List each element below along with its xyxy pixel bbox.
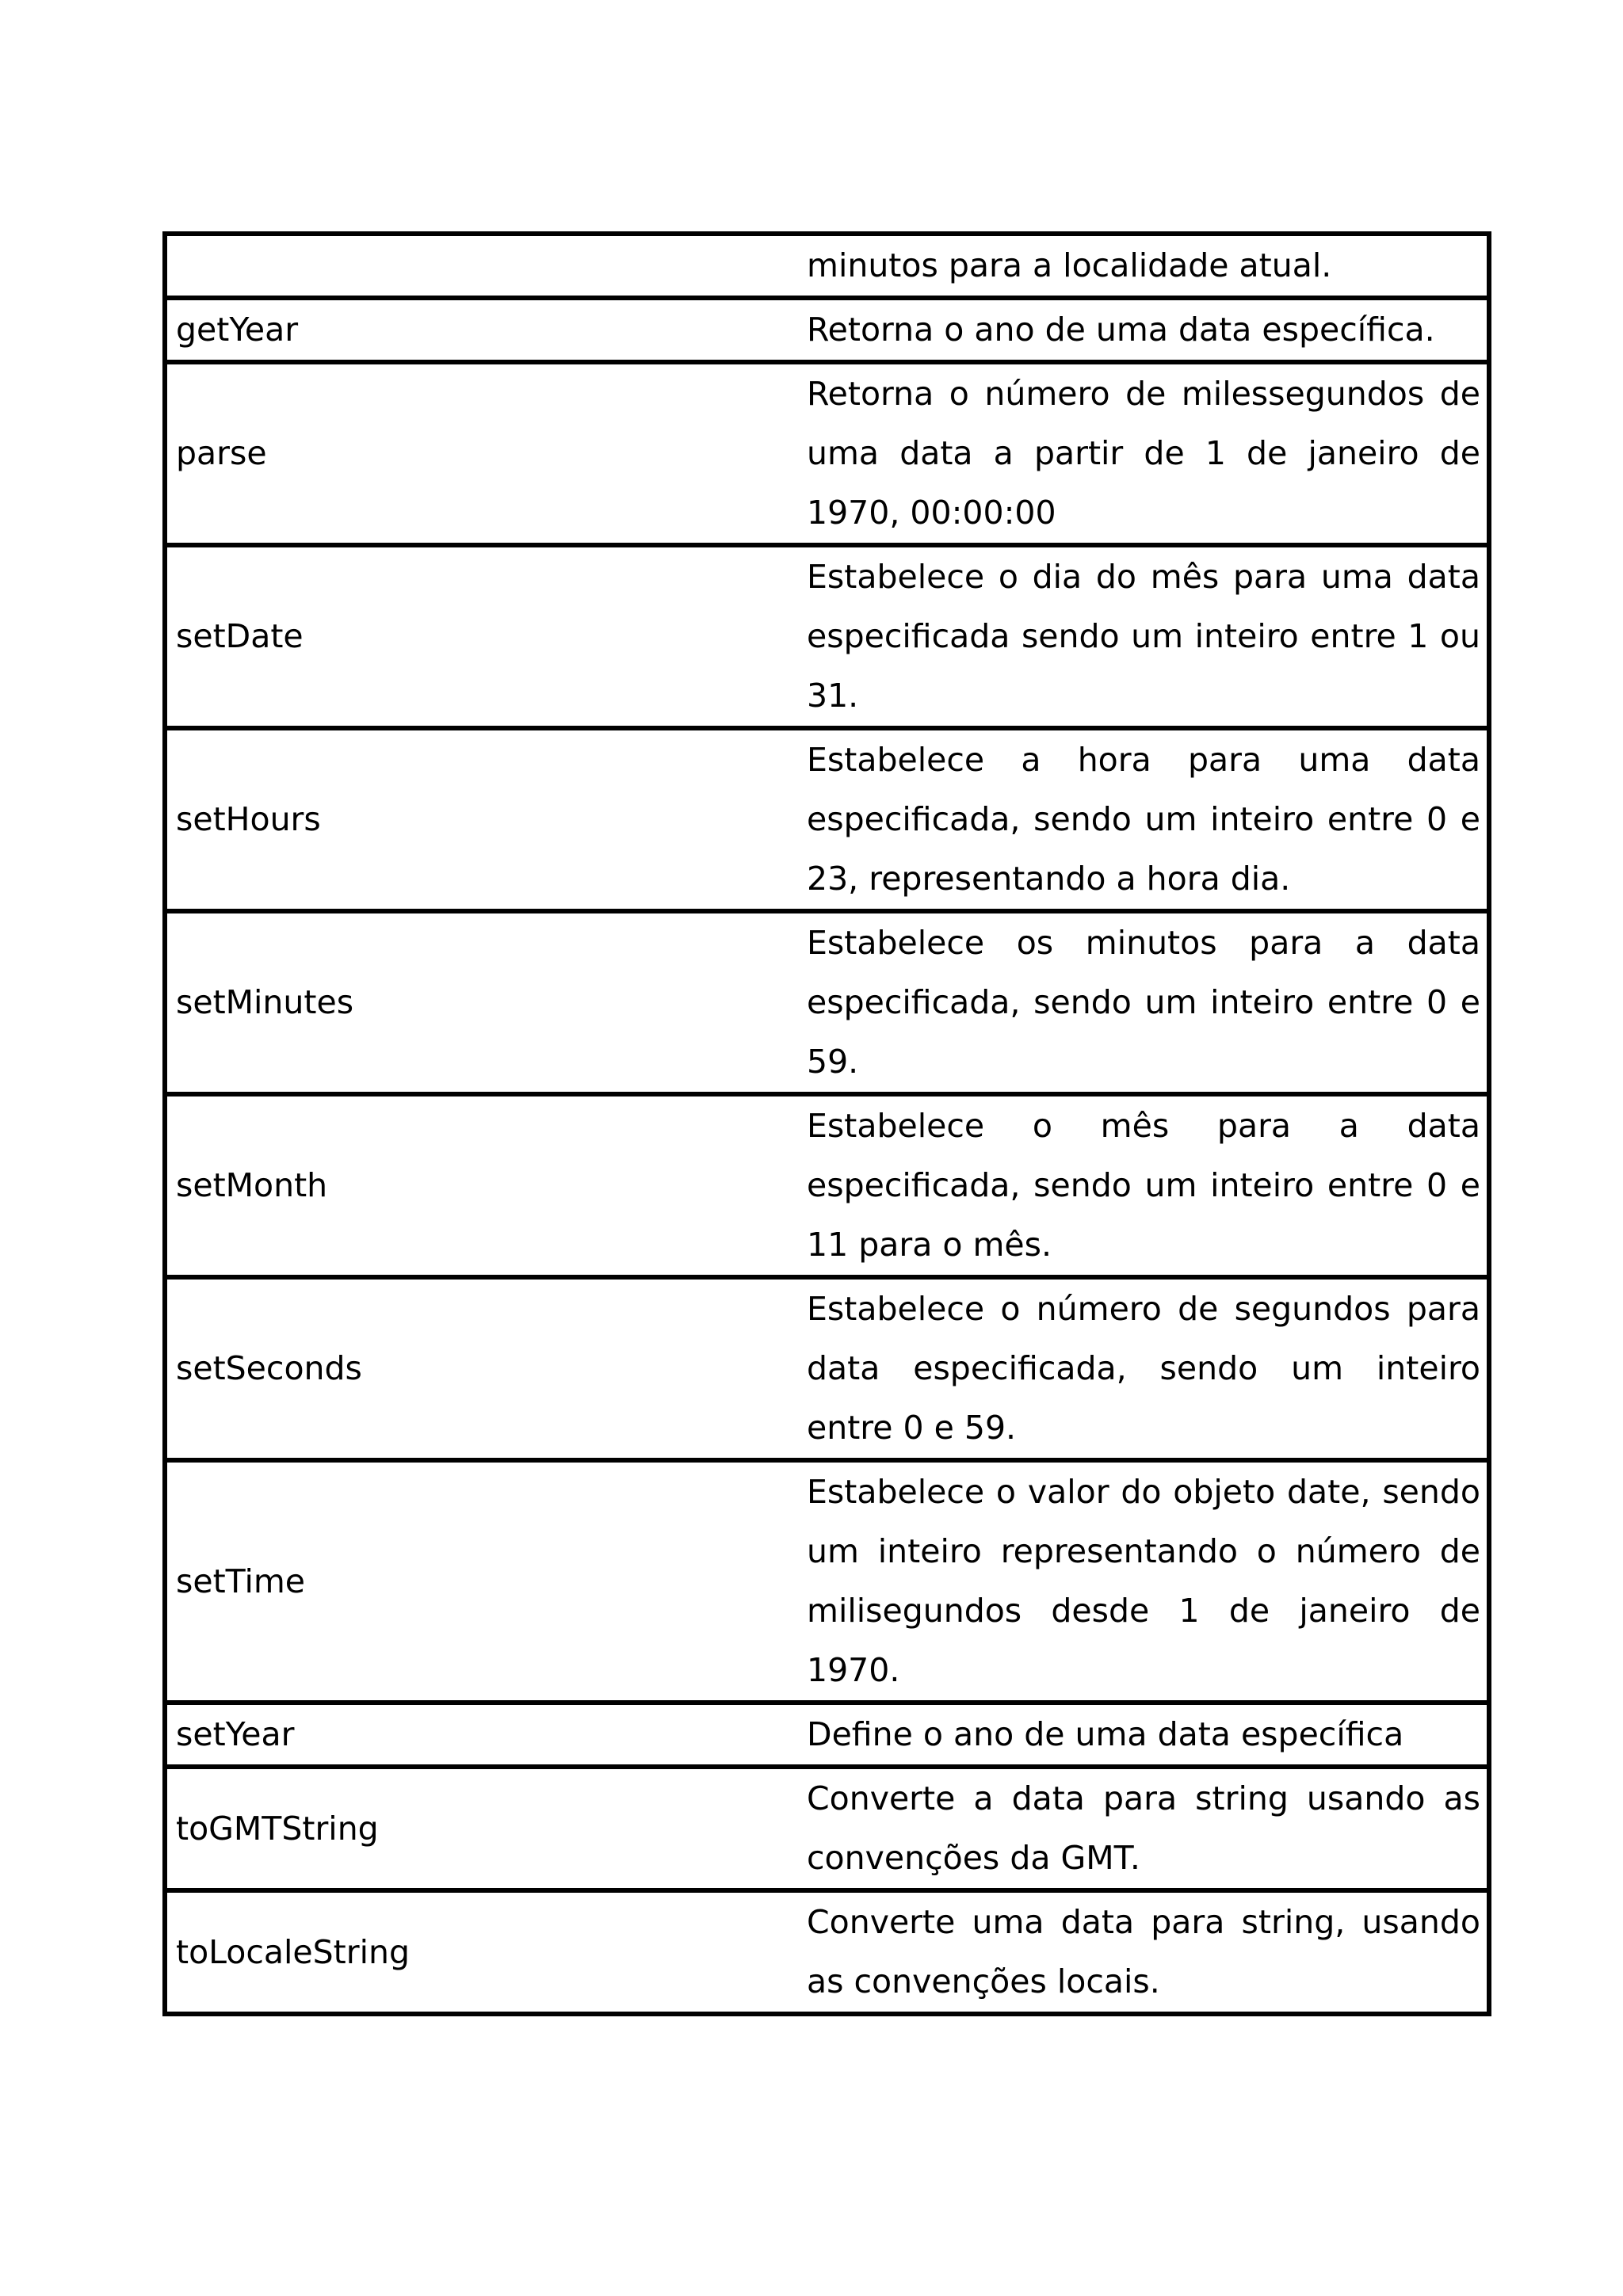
method-description-cell: minutos para a localidade atual.: [800, 234, 1489, 298]
method-description-cell: Retorna o número de milessegundos de uma data a partir de 1 de janeiro de 1970, 00:00:00: [800, 362, 1489, 545]
method-name-cell: setMonth: [165, 1094, 800, 1277]
table-row: [165, 362, 1489, 545]
method-name-cell: setYear: [165, 1703, 800, 1767]
table-row: [165, 298, 1489, 362]
method-description-cell: Retorna o ano de uma data específica.: [800, 298, 1489, 362]
table-row: [165, 728, 1489, 911]
method-name-cell: parse: [165, 362, 800, 545]
method-description-cell: Estabelece o dia do mês para uma data especificada sendo um inteiro entre 1 ou 31.: [800, 545, 1489, 728]
method-description-cell: Define o ano de uma data específica: [800, 1703, 1489, 1767]
method-name-cell: getYear: [165, 298, 800, 362]
table-row: [165, 545, 1489, 728]
method-name-cell: setMinutes: [165, 911, 800, 1094]
method-name-cell: toGMTString: [165, 1767, 800, 1890]
table-row: [165, 911, 1489, 1094]
method-description-cell: Estabelece o valor do objeto date, sendo um inteiro representando o número de milisegundos desde 1 de janeiro de 1970.: [800, 1460, 1489, 1703]
method-name-cell: [165, 234, 800, 298]
method-description-cell: Estabelece os minutos para a data especificada, sendo um inteiro entre 0 e 59.: [800, 911, 1489, 1094]
table-row: [165, 1890, 1489, 2014]
method-description-cell: Estabelece o número de segundos para data especificada, sendo um inteiro entre 0 e 59.: [800, 1277, 1489, 1460]
method-description-cell: Converte uma data para string, usando as convenções locais.: [800, 1890, 1489, 2014]
method-description-cell: Converte a data para string usando as convenções da GMT.: [800, 1767, 1489, 1890]
table-row: [165, 1277, 1489, 1460]
table-row: [165, 1460, 1489, 1703]
method-name-cell: setDate: [165, 545, 800, 728]
method-name-cell: setHours: [165, 728, 800, 911]
method-description-cell: Estabelece a hora para uma data especificada, sendo um inteiro entre 0 e 23, representando a hora dia.: [800, 728, 1489, 911]
table-row: [165, 1703, 1489, 1767]
method-description-cell: Estabelece o mês para a data especificada, sendo um inteiro entre 0 e 11 para o mês.: [800, 1094, 1489, 1277]
table-row: [165, 1094, 1489, 1277]
method-name-cell: setSeconds: [165, 1277, 800, 1460]
table-row: [165, 234, 1489, 298]
method-name-cell: setTime: [165, 1460, 800, 1703]
table-row: [165, 1767, 1489, 1890]
method-name-cell: toLocaleString: [165, 1890, 800, 2014]
date-methods-table: [162, 231, 1491, 2016]
